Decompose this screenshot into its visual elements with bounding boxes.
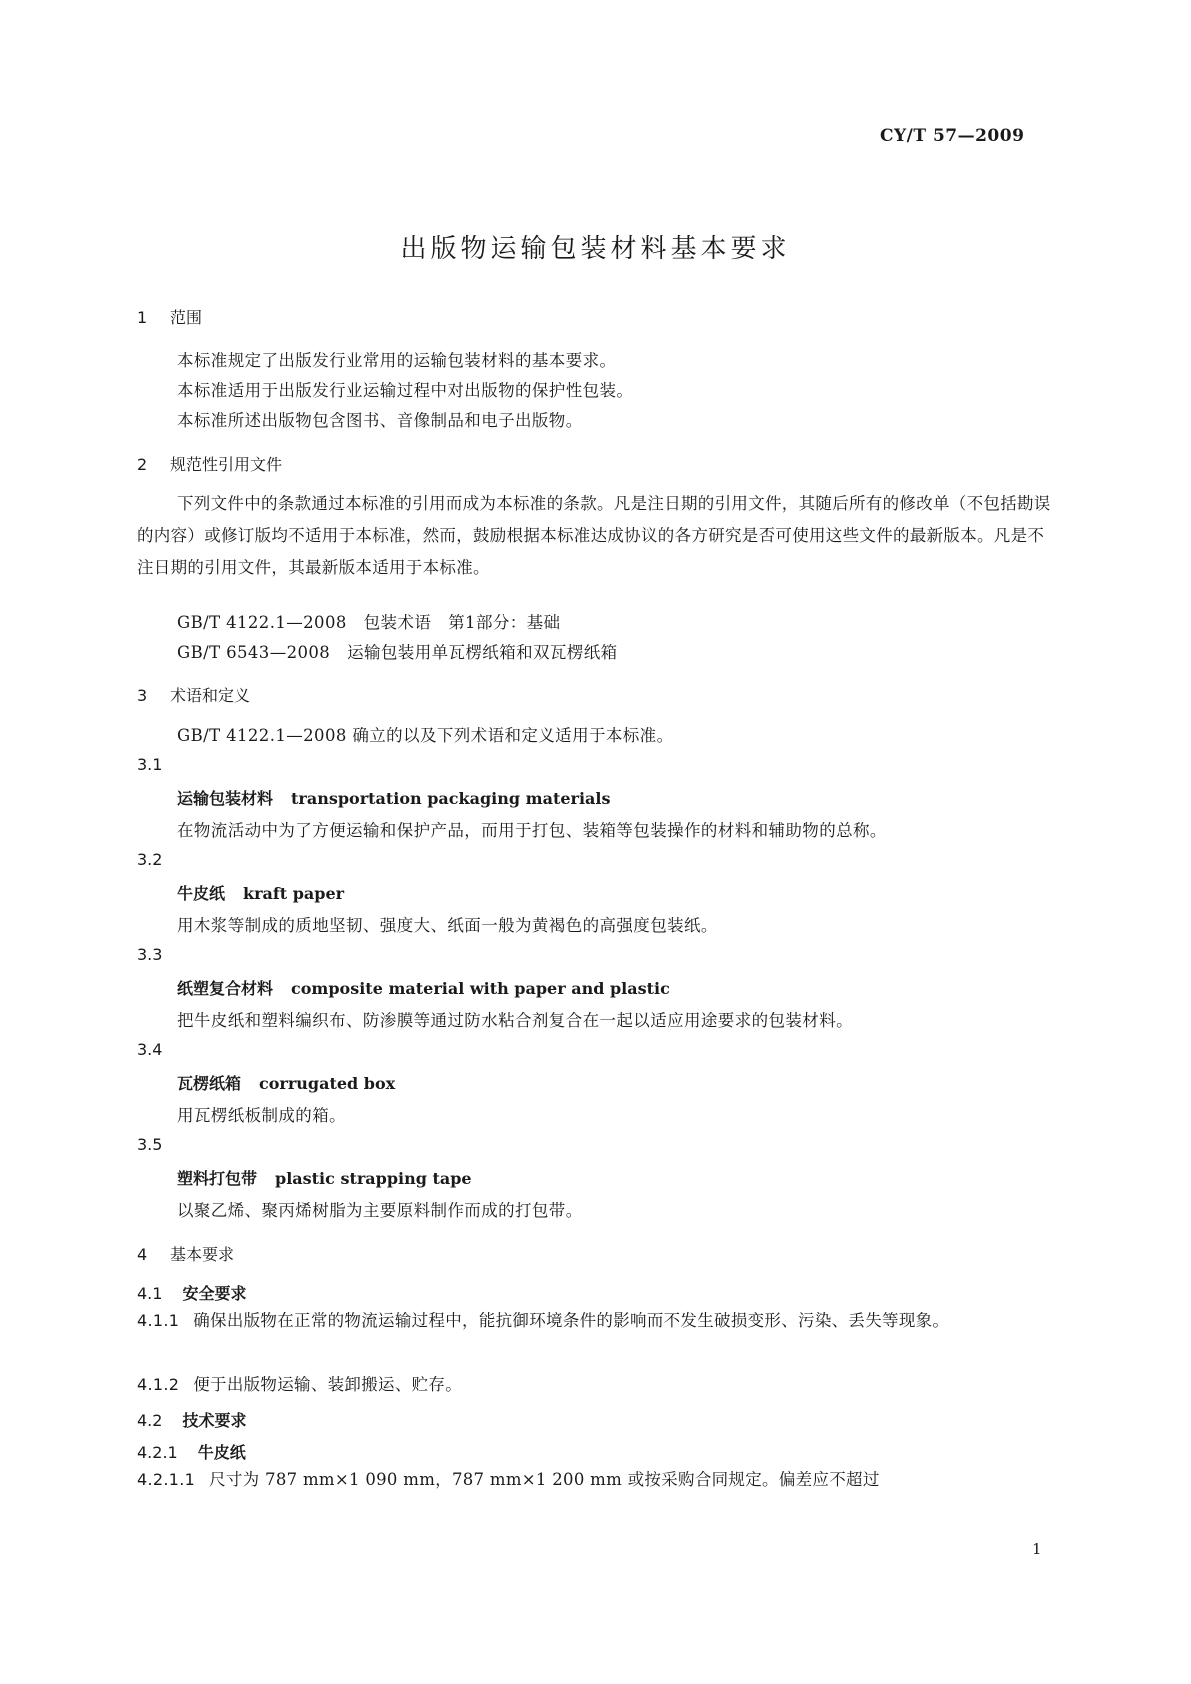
section-number: 2	[137, 455, 148, 474]
paragraph: GB/T 4122.1—2008 确立的以及下列术语和定义适用于本标准。	[177, 726, 674, 745]
term-zh: 牛皮纸	[177, 884, 226, 903]
term-definition: 以聚乙烯、聚丙烯树脂为主要原料制作而成的打包带。	[177, 1201, 583, 1220]
term-heading	[177, 881, 344, 904]
term-en: plastic strapping tape	[275, 1169, 472, 1188]
term-number: 3.5	[137, 1135, 163, 1154]
clause-number: 4.1.2	[137, 1375, 180, 1394]
normative-reference: GB/T 6543—2008 运输包装用单瓦楞纸箱和双瓦楞纸箱	[177, 643, 618, 662]
section-title: 基本要求	[170, 1245, 235, 1264]
section-1-heading	[137, 305, 202, 328]
clause-4-1-1	[137, 1305, 1055, 1337]
section-number: 3	[137, 686, 148, 705]
term-number: 3.2	[137, 850, 163, 869]
subsection-title: 安全要求	[182, 1284, 247, 1303]
standard-number: CY/T 57—2009	[880, 126, 1025, 146]
subsection-number: 4.2.1	[137, 1443, 178, 1462]
term-definition: 把牛皮纸和塑料编织布、防渗膜等通过防水粘合剂复合在一起以适应用途要求的包装材料。	[177, 1011, 853, 1030]
term-en: composite material with paper and plastic	[291, 979, 670, 998]
clause-text: 确保出版物在正常的物流运输过程中，能抗御环境条件的影响而不发生破损变形、污染、丢失等现象。	[193, 1311, 950, 1330]
section-title: 范围	[170, 308, 203, 327]
subsection-4-2-1	[137, 1440, 246, 1463]
document-title: 出版物运输包装材料基本要求	[400, 234, 791, 264]
term-heading	[177, 786, 610, 809]
term-number: 3.1	[137, 755, 163, 774]
term-definition: 用瓦楞纸板制成的箱。	[177, 1106, 346, 1125]
term-heading	[177, 976, 670, 999]
subsection-4-2	[137, 1408, 246, 1431]
term-zh: 纸塑复合材料	[177, 979, 274, 998]
clause-number: 4.1.1	[137, 1311, 180, 1330]
section-4-heading	[137, 1242, 234, 1265]
term-zh: 塑料打包带	[177, 1169, 258, 1188]
subsection-number: 4.1	[137, 1284, 163, 1303]
paragraph: 本标准规定了出版发行业常用的运输包装材料的基本要求。	[177, 351, 617, 370]
section-number: 1	[137, 308, 148, 327]
subsection-title: 技术要求	[182, 1411, 247, 1430]
paragraph: 本标准所述出版物包含图书、音像制品和电子出版物。	[177, 411, 583, 430]
section-title: 规范性引用文件	[170, 455, 283, 474]
term-zh: 运输包装材料	[177, 789, 274, 808]
term-heading	[177, 1166, 472, 1189]
section-3-heading	[137, 683, 250, 706]
subsection-title: 牛皮纸	[197, 1443, 246, 1462]
term-en: corrugated box	[259, 1074, 396, 1093]
term-heading	[177, 1071, 395, 1094]
normative-reference: GB/T 4122.1—2008 包装术语 第1部分：基础	[177, 613, 561, 632]
term-en: transportation packaging materials	[291, 789, 611, 808]
term-definition: 用木浆等制成的质地坚韧、强度大、纸面一般为黄褐色的高强度包装纸。	[177, 916, 718, 935]
clause-text: 便于出版物运输、装卸搬运、贮存。	[193, 1375, 463, 1394]
term-number: 3.3	[137, 945, 163, 964]
clause-number: 4.2.1.1	[137, 1470, 196, 1489]
section-number: 4	[137, 1245, 148, 1264]
paragraph: 本标准适用于出版发行业运输过程中对出版物的保护性包装。	[177, 381, 634, 400]
term-zh: 瓦楞纸箱	[177, 1074, 242, 1093]
paragraph: 下列文件中的条款通过本标准的引用而成为本标准的条款。凡是注日期的引用文件，其随后所有的修改单（不包括勘误的内容）或修订版均不适用于本标准，然而，鼓励根据本标准达成协议的各方研究是否可使用这些文件的最新版本。凡是不注日期的引用文件，其最新版本适用于本标准。	[137, 494, 1051, 577]
clause-4-2-1-1	[137, 1464, 1055, 1496]
page-number: 1	[1032, 1540, 1042, 1558]
term-number: 3.4	[137, 1040, 163, 1059]
subsection-number: 4.2	[137, 1411, 163, 1430]
subsection-4-1	[137, 1281, 246, 1304]
section-title: 术语和定义	[170, 686, 251, 705]
term-definition: 在物流活动中为了方便运输和保护产品，而用于打包、装箱等包装操作的材料和辅助物的总称。	[177, 821, 887, 840]
clause-text: 尺寸为 787 mm×1 090 mm，787 mm×1 200 mm 或按采购合同规定。偏差应不超过	[209, 1470, 880, 1489]
clause-4-1-2	[137, 1369, 1055, 1401]
section-2-heading	[137, 452, 282, 475]
term-en: kraft paper	[243, 884, 345, 903]
